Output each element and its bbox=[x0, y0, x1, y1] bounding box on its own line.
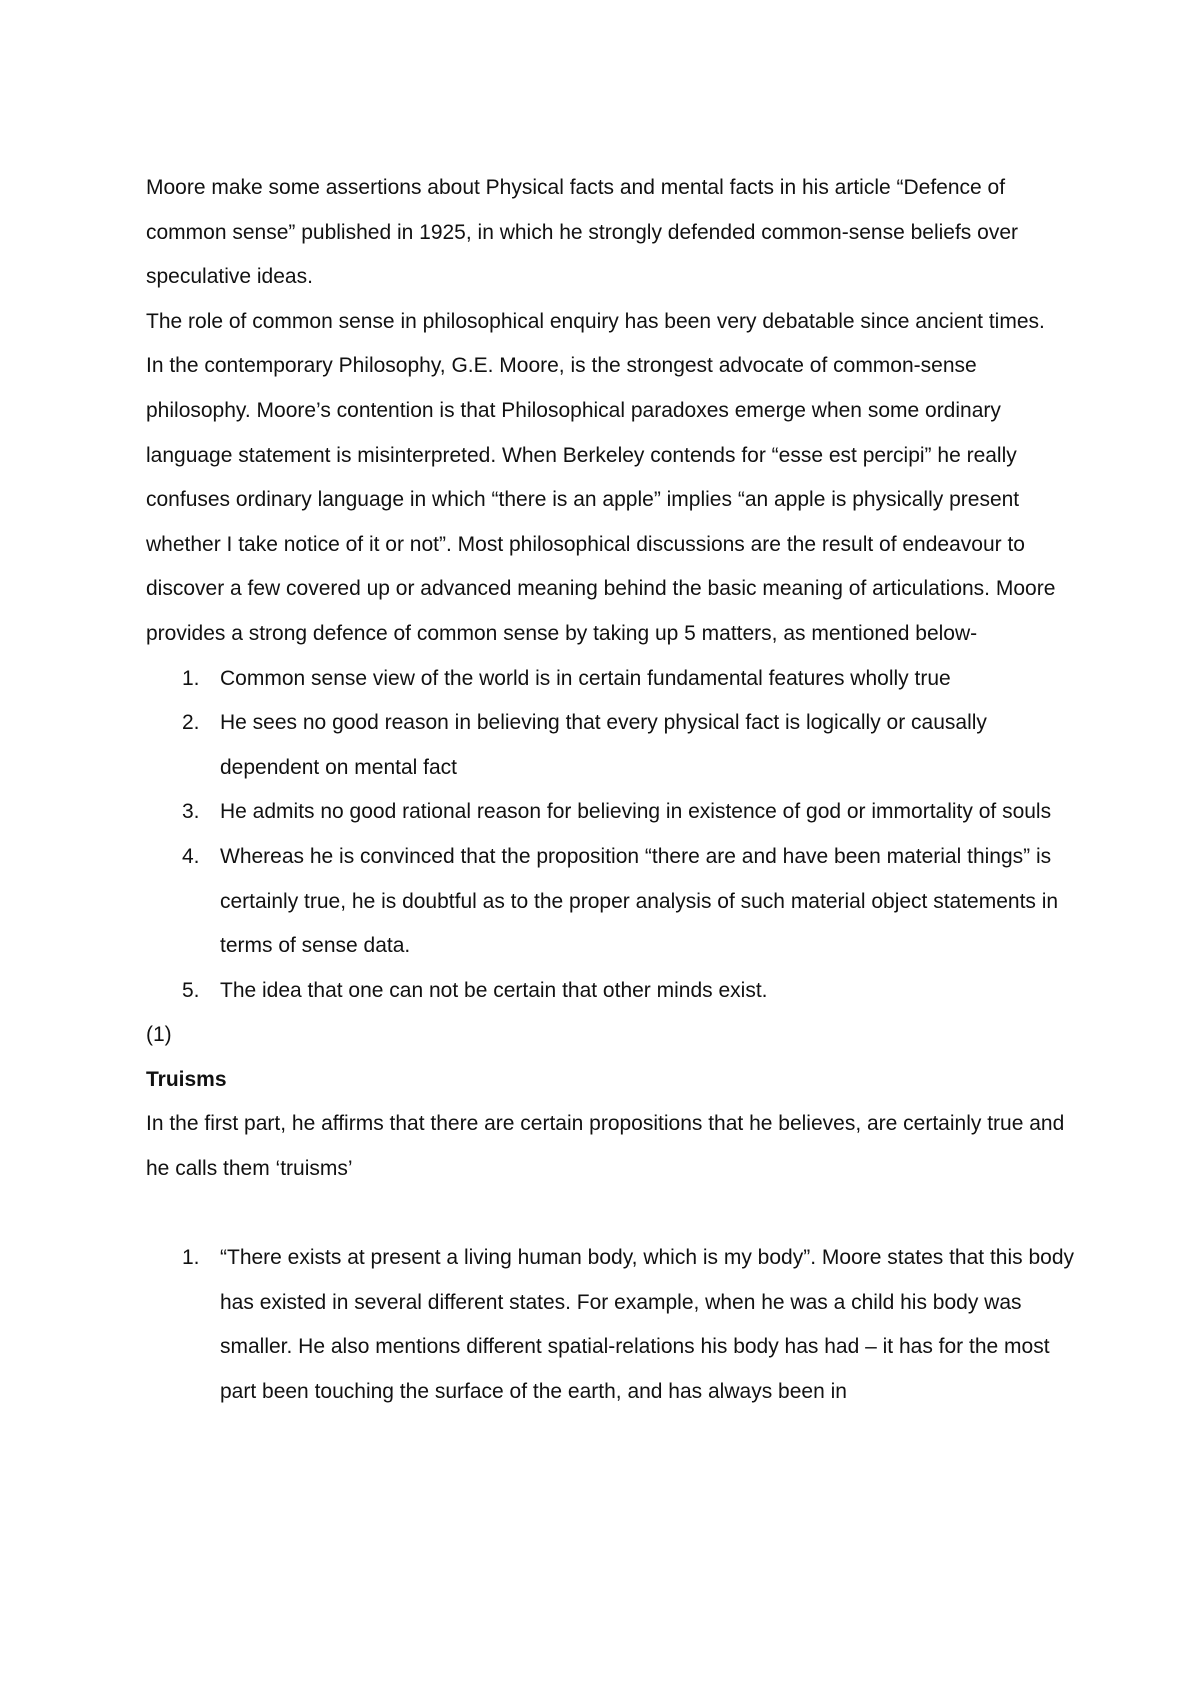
list-item bbox=[146, 1236, 1076, 1414]
section-marker: (1) bbox=[146, 1023, 172, 1047]
list-item-text: “There exists at present a living human body, which is my body”. Moore states that this body has existed in several different states. For example, when he was a child his body was smaller. He also mentions different spatial-relations his body has had – it has for the most part been touching the surface of the earth, and has always been in bbox=[220, 1246, 1075, 1404]
section-heading: Truisms bbox=[146, 1067, 227, 1091]
list-item-number: 5. bbox=[182, 978, 200, 1002]
intro-paragraph-1: Moore make some assertions about Physical facts and mental facts in his article “Defence of common sense” published in 1925, in which he strongly defended common-sense beliefs over speculative ideas. bbox=[146, 176, 1018, 289]
intro-paragraph-2: The role of common sense in philosophical enquiry has been very debatable since ancient times. bbox=[146, 309, 1045, 333]
list-item-text: He admits no good rational reason for believing in existence of god or immortality of souls bbox=[220, 800, 1052, 824]
list-item-number: 2. bbox=[182, 711, 200, 735]
matters-list bbox=[146, 657, 1076, 1014]
list-item bbox=[146, 657, 1076, 702]
list-item-text: The idea that one can not be certain that other minds exist. bbox=[220, 978, 768, 1002]
document-body bbox=[146, 166, 1076, 1415]
list-item bbox=[146, 701, 1076, 790]
list-item-number: 4. bbox=[182, 844, 200, 868]
intro-paragraph-3: In the contemporary Philosophy, G.E. Moore, is the strongest advocate of common-sense philosophy. Moore’s contention is that Philosophical paradoxes emerge when some ordinary language statement is misinterpreted. When Berkeley contends for “esse est percipi” he really confuses ordinary language in which “there is an apple” implies “an apple is physically present whether I take notice of it or not”. Most philosophical discussions are the result of endeavour to discover a few covered up or advanced meaning behind the basic meaning of articulations. Moore provides a strong defence of common sense by taking up 5 matters, as mentioned below- bbox=[146, 354, 1056, 645]
list-item-number: 1. bbox=[182, 666, 200, 690]
list-item-text: Whereas he is convinced that the proposition “there are and have been material things” is certainly true, he is doubtful as to the proper analysis of such material object statements in terms of sense data. bbox=[220, 844, 1059, 958]
list-item bbox=[146, 790, 1076, 835]
list-item-text: Common sense view of the world is in certain fundamental features wholly true bbox=[220, 666, 951, 690]
list-item-number: 1. bbox=[182, 1246, 200, 1270]
section-paragraph: In the first part, he affirms that there are certain propositions that he believes, are certainly true and he calls them ‘truisms’ bbox=[146, 1112, 1065, 1181]
list-item bbox=[146, 969, 1076, 1014]
list-item-text: He sees no good reason in believing that every physical fact is logically or causally dependent on mental fact bbox=[220, 711, 987, 779]
list-item-number: 3. bbox=[182, 800, 200, 824]
truisms-list bbox=[146, 1236, 1076, 1414]
list-item bbox=[146, 835, 1076, 969]
blank-line bbox=[146, 1192, 1076, 1237]
